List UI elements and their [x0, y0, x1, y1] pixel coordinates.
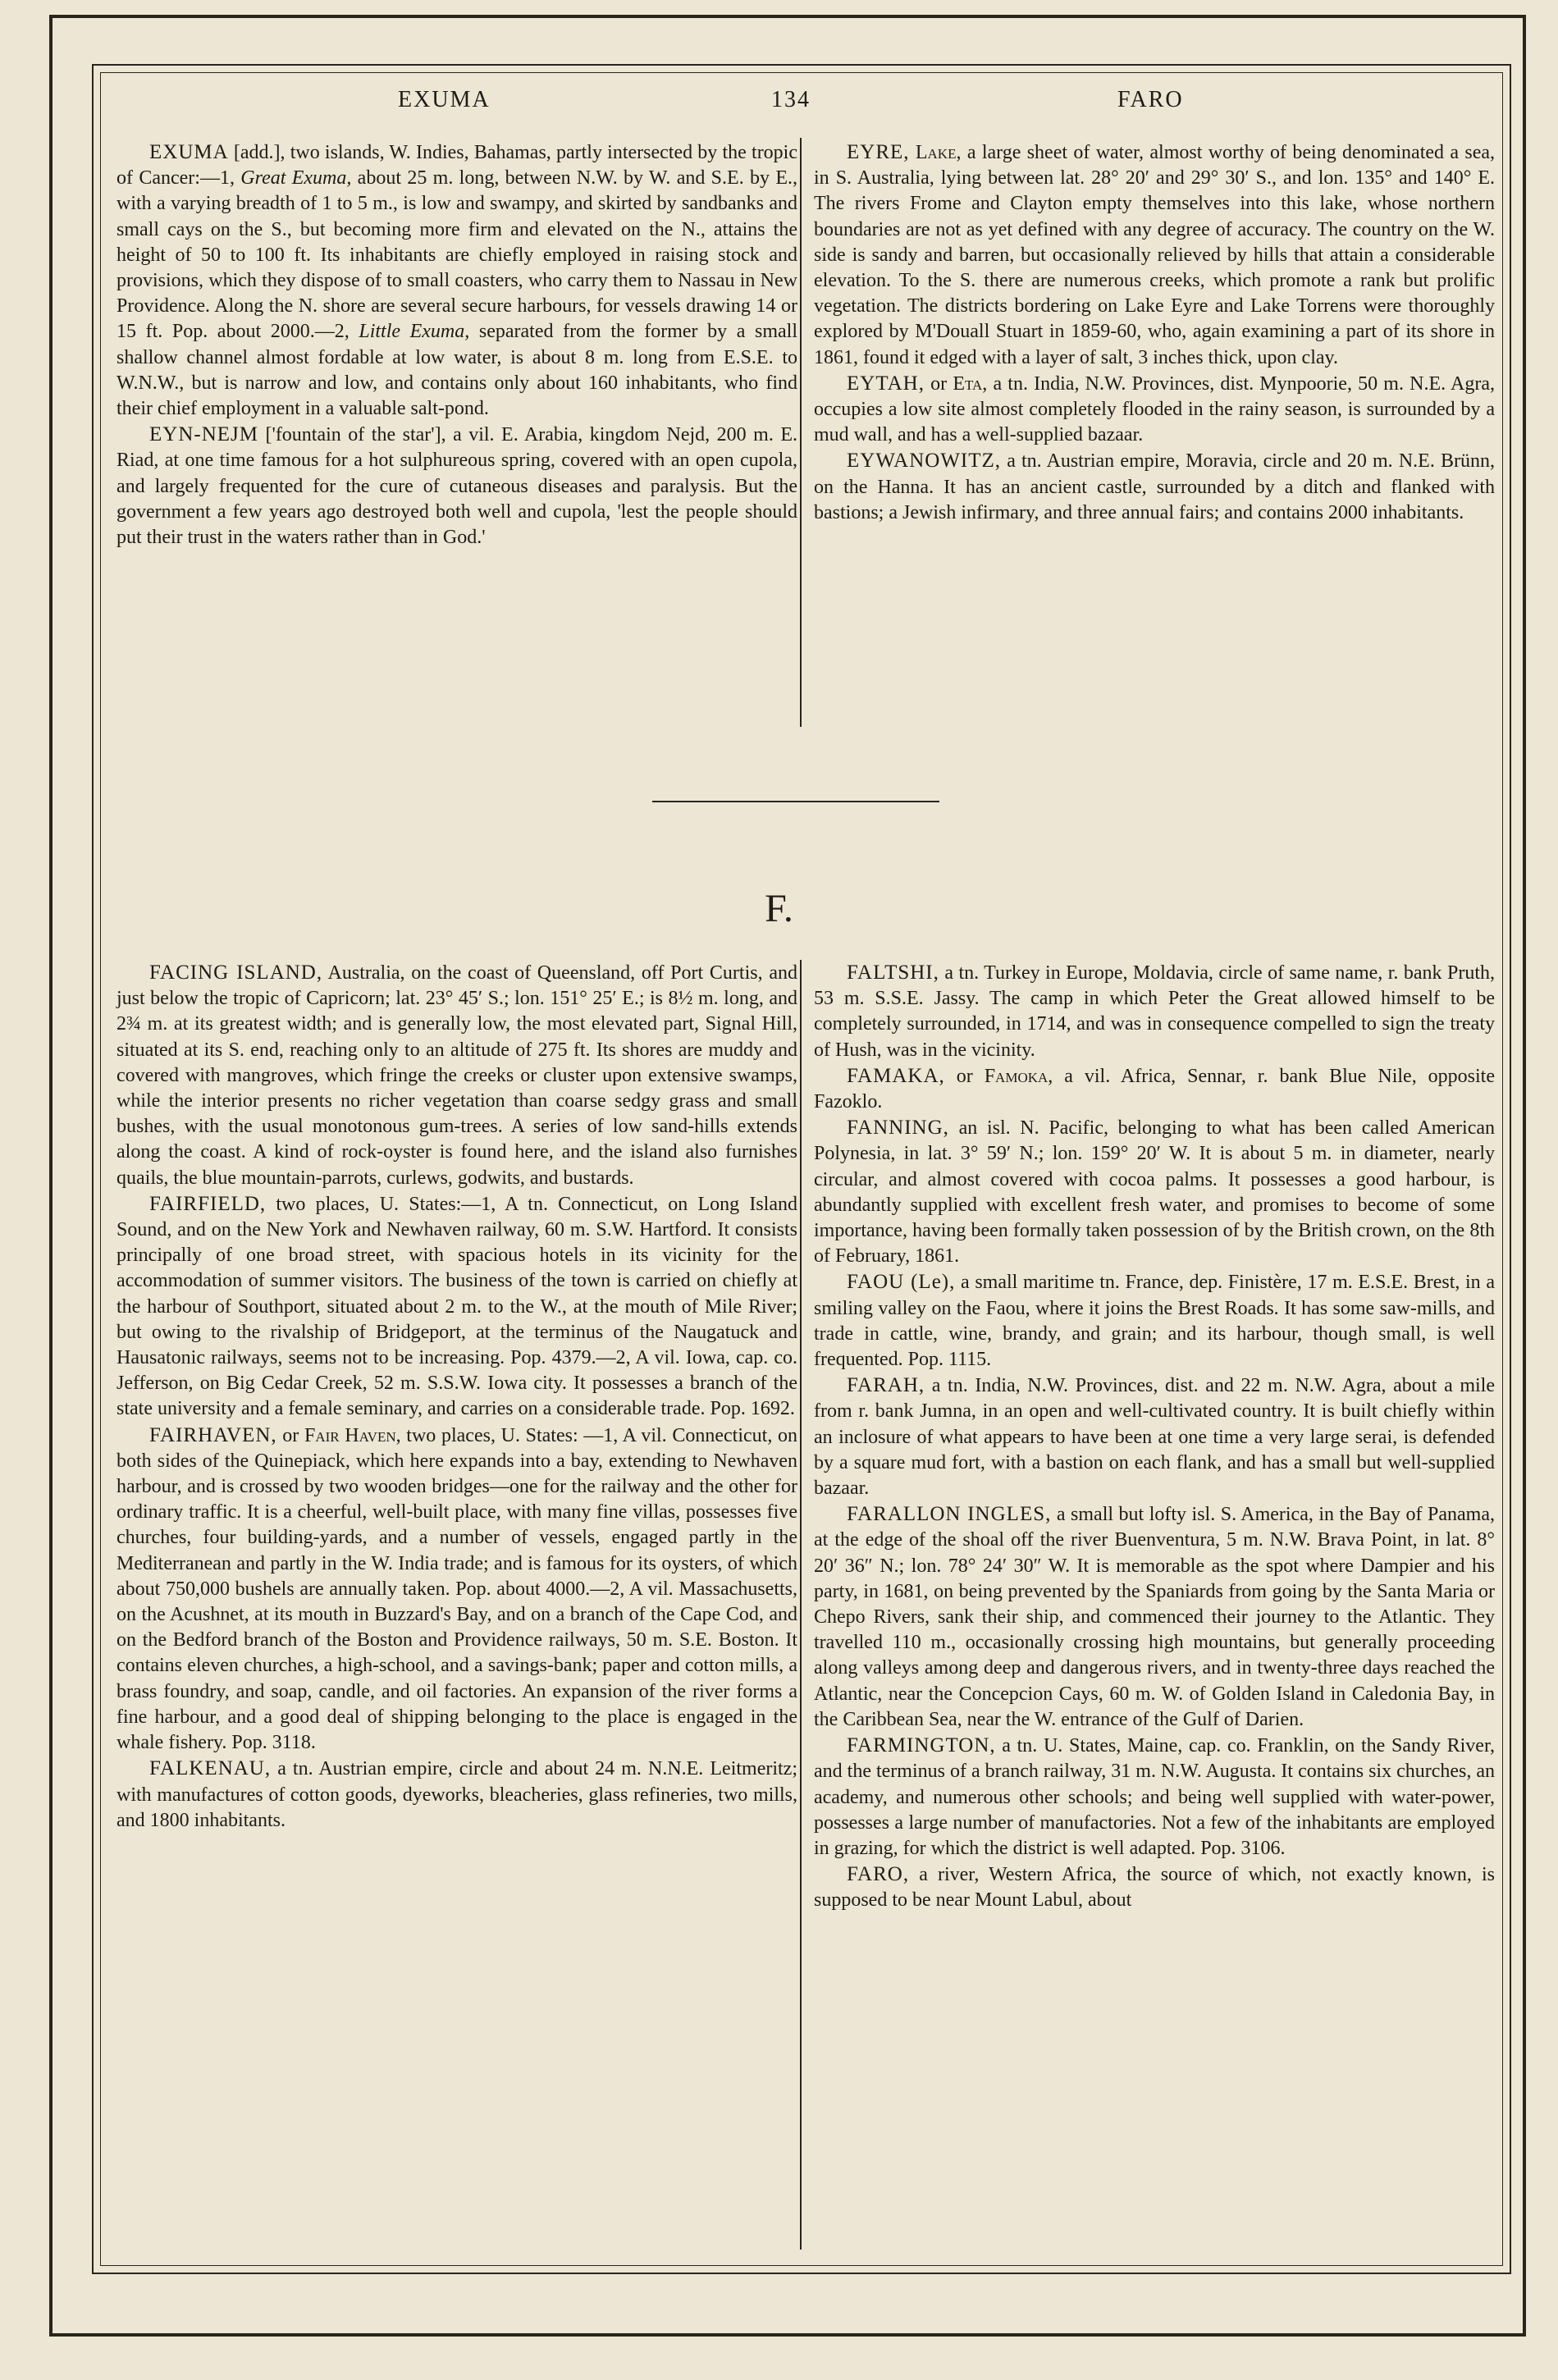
headword: EXUMA	[149, 141, 229, 163]
entry-faltshi: FALTSHI, a tn. Turkey in Europe, Moldavia, circle of same name, r. bank Pruth, 53 m. S.S.E. Jassy. The camp in which Peter the Great allowed himself to be completely surrounded, in 1714, and was in consequence compelled to sign the treaty of Hush, was in the vicinity.	[814, 962, 1495, 1061]
headword: FAIRHAVEN,	[149, 1423, 277, 1446]
headword: FAOU (Le),	[847, 1271, 956, 1294]
column-top-right	[814, 139, 1495, 526]
entry-farah: FARAH, a tn. India, N.W. Provinces, dist. and 22 m. N.W. Agra, about a mile from r. bank Jumna, in an open and well-cultivated country. It is built chiefly within an inclosure of what appears to have been at one time a very large serai, is defended by a square mud fort, with a bastion on each flank, and has a small but well-supplied bazaar.	[814, 1374, 1495, 1500]
headword: EYWANOWITZ,	[847, 450, 1002, 473]
headword: EYRE,	[847, 141, 910, 163]
entry-fairfield: FAIRFIELD, two places, U. States:—1, A tn. Connecticut, on Long Island Sound, and on the New York and Newhaven railway, 60 m. S.W. Hartford. It consists principally of one broad street, with spacious hotels in its vicinity for the accommodation of summer visitors. The business of the town is carried on chiefly at the harbour of Southport, situated about 2 m. to the W., at the mouth of Mile River; but owing to the rivalship of Bridgeport, at the terminus of the Naugatuck and Hausatonic railways, seems not to be increasing. Pop. 4379.—2, A vil. Iowa, cap. co. Jefferson, on Big Cedar Creek, 52 m. S.S.W. Iowa city. It possesses a branch of the state university and a female seminary, and carries on a considerable trade. Pop. 1692.	[117, 1192, 797, 1420]
header-right-guideword: FARO	[1117, 87, 1184, 112]
entry-eyre: EYRE, Lake, a large sheet of water, almost worthy of being denominated a sea, in S. Australia, lying between lat. 28° 20′ and 29° 30′ S., and lon. 135° and 140° E. The rivers Frome and Clayton empty themselves into this lake, whose northern boundaries are not as yet defined with any degree of accuracy. The country on the W. side is sandy and barren, but occasionally relieved by hills that attain a considerable elevation. To the S. there are numerous creeks, which promote a rank but prolific vegetation. The districts bordering on Lake Eyre and Lake Torrens were thoroughly explored by M'Douall Stuart in 1859-60, who, again examining a part of its shore in 1861, found it edged with a layer of salt, 3 inches thick, upon clay.	[814, 141, 1495, 368]
column-bottom-left	[117, 960, 797, 1834]
entry-farmington: FARMINGTON, a tn. U. States, Maine, cap. co. Franklin, on the Sandy River, and the terminus of a branch railway, 31 m. N.W. Augusta. It contains six churches, an academy, and numerous other schools; and being well supplied with water-power, possesses a large number of manufactories. Not a few of the inhabitants are employed in grazing, for which the district is well adapted. Pop. 3106.	[814, 1734, 1496, 1859]
headword: FAIRFIELD,	[149, 1192, 267, 1215]
section-separator-rule	[652, 801, 939, 802]
column-bottom-right	[814, 960, 1495, 1914]
headword: FAMAKA,	[847, 1064, 945, 1087]
entry-eyn-nejm: EYN-NEJM ['fountain of the star'], a vil. E. Arabia, kingdom Nejd, 200 m. E. Riad, at one time famous for a hot sulphureous spring, covered with an open cupola, and largely frequented for the cure of cutaneous diseases and paralysis. But the government a few years ago destroyed both well and cupola, 'lest the people should put their trust in the waters rather than in God.'	[117, 423, 797, 549]
headword: FARO,	[847, 1863, 910, 1886]
entry-exuma: EXUMA [add.], two islands, W. Indies, Bahamas, partly intersected by the tropic of Cancer:—1, Great Exuma, about 25 m. long, between N.W. by W. and S.E. by E., with a varying breadth of 1 to 5 m., is low and swampy, and skirted by sandbanks and small cays on the S., but becoming more firm and elevated on the N., attains the height of 50 to 100 ft. Its inhabitants are chiefly employed in raising stock and provisions, which they dispose of to small coasters, who carry them to Nassau in New Providence. Along the N. shore are several secure harbours, for vessels drawing 14 or 15 ft. Pop. about 2000.—2, Little Exuma, separated from the former by a small shallow channel almost fordable at low water, is about 8 m. long from E.S.E. to W.N.W., but is narrow and low, and contains only about 160 inhabitants, who find their chief employment in a valuable salt-pond.	[117, 141, 798, 420]
entry-eytah: EYTAH, or Eta, a tn. India, N.W. Provinces, dist. Mynpoorie, 50 m. N.E. Agra, occupies a low site almost completely flooded in the rainy season, is surrounded by a mud wall, and has a well-supplied bazaar.	[814, 372, 1495, 446]
running-header	[107, 82, 1493, 131]
entry-faro: FARO, a river, Western Africa, the source of which, not exactly known, is supposed to be near Mount Labul, about	[814, 1863, 1495, 1912]
headword: FALTSHI,	[847, 962, 939, 984]
column-divider-top	[800, 138, 802, 727]
entry-farallon-ingles: FARALLON INGLES, a small but lofty isl. S. America, in the Bay of Panama, at the edge of the shoal off the river Buenventura, 5 m. N.W. Brava Point, in lat. 8° 20′ 36″ N.; lon. 78° 24′ 30″ W. It is memorable as the spot where Dampier and his party, in 1681, on being prevented by the Spaniards from going by the Santa Maria or Chepo Rivers, sank their ship, and commenced their journey to the Atlantic. They travelled 110 m., occasionally crossing high mountains, but generally proceeding along valleys among deep and dangerous rivers, and in twenty-three days reached the Atlantic, near the Concepcion Cays, 60 m. W. of Golden Island in Caledonia Bay, in the Caribbean Sea, near the W. entrance of the Gulf of Darien.	[814, 1503, 1495, 1730]
entry-famaka: FAMAKA, or Famoka, a vil. Africa, Sennar, r. bank Blue Nile, opposite Fazoklo.	[814, 1064, 1495, 1113]
entry-faou: FAOU (Le), a small maritime tn. France, dep. Finistère, 17 m. E.S.E. Brest, in a smiling valley on the Faou, where it joins the Brest Roads. It has some saw-mills, and trade in cattle, wine, brandy, and grain; and its harbour, though small, is well frequented. Pop. 1115.	[814, 1271, 1495, 1371]
entry-facing-island: FACING ISLAND, Australia, on the coast of Queensland, off Port Curtis, and just below the tropic of Capricorn; lat. 23° 45′ S.; lon. 151° 25′ E.; is 8½ m. long, and 2¾ m. at its greatest width; and is generally low, the most elevated part, Signal Hill, situated at its S. end, reaching only to an altitude of 275 ft. Its shores are muddy and covered with mangroves, which fringe the creeks or cluster upon extensive swamps, while the interior presents no richer vegetation than coarse sedgy grass and small bushes, with the usual monotonous gum-trees. A series of low sand-hills extends along the coast. A kind of rock-oyster is found here, and the island also furnishes quails, the blue mountain-parrots, curlews, godwits, and bustards.	[117, 962, 797, 1189]
headword: EYTAH,	[847, 372, 925, 395]
headword: EYN-NEJM	[149, 423, 258, 446]
column-top-left	[117, 139, 797, 550]
column-divider-bottom	[800, 960, 802, 2250]
headword: FACING ISLAND,	[149, 962, 323, 984]
section-letter-heading: F.	[765, 887, 793, 930]
headword: FARALLON INGLES,	[847, 1503, 1052, 1526]
headword: FARAH,	[847, 1374, 925, 1397]
headword: FANNING,	[847, 1117, 949, 1140]
entry-falkenau: FALKENAU, a tn. Austrian empire, circle and about 24 m. N.N.E. Leitmeritz; with manufactures of cotton goods, dyeworks, bleacheries, glass refineries, two mills, and 1800 inhabitants.	[117, 1757, 797, 1831]
entry-eywanowitz: EYWANOWITZ, a tn. Austrian empire, Moravia, circle and 20 m. N.E. Brünn, on the Hanna. It has an ancient castle, surrounded by a ditch and flanked with bastions; a Jewish infirmary, and three annual fairs; and contains 2000 inhabitants.	[814, 450, 1495, 523]
headword: FALKENAU,	[149, 1757, 272, 1780]
entry-fairhaven: FAIRHAVEN, or Fair Haven, two places, U. States: —1, A vil. Connecticut, on both sides of the Quinepiack, which here expands into a bay, extending to Newhaven harbour, and is crossed by two wooden bridges—one for the railway and the other for ordinary traffic. It is a cheerful, well-built place, with many fine villas, possesses five churches, four building-yards, and a number of vessels, engaged partly in the Mediterranean and partly in the W. India trade; and is famous for its oysters, of which about 750,000 bushels are annually taken. Pop. about 4000.—2, A vil. Massachusetts, on the Acushnet, at its mouth in Buzzard's Bay, and on a branch of the Cape Cod, and on the Bedford branch of the Boston and Providence railways, 50 m. S.E. Boston. It contains eleven churches, a high-school, and a savings-bank; paper and cotton mills, a brass foundry, and soap, candle, and oil factories. An expansion of the river forms a fine harbour, and a good deal of shipping belonging to the place is engaged in the whale fishery. Pop. 3118.	[117, 1423, 797, 1754]
page-number: 134	[771, 87, 811, 112]
entry-fanning: FANNING, an isl. N. Pacific, belonging to what has been called American Polynesia, in lat. 3° 59′ N.; lon. 159° 20′ W. It is about 5 m. in diameter, nearly circular, and almost covered with cocoa palms. It possesses a good harbour, is abundantly supplied with excellent fresh water, and promises to become of some importance, having been formally taken possession of by the British crown, on the 8th of February, 1861.	[814, 1117, 1495, 1268]
header-left-guideword: EXUMA	[398, 87, 491, 112]
headword: FARMINGTON,	[847, 1734, 996, 1757]
